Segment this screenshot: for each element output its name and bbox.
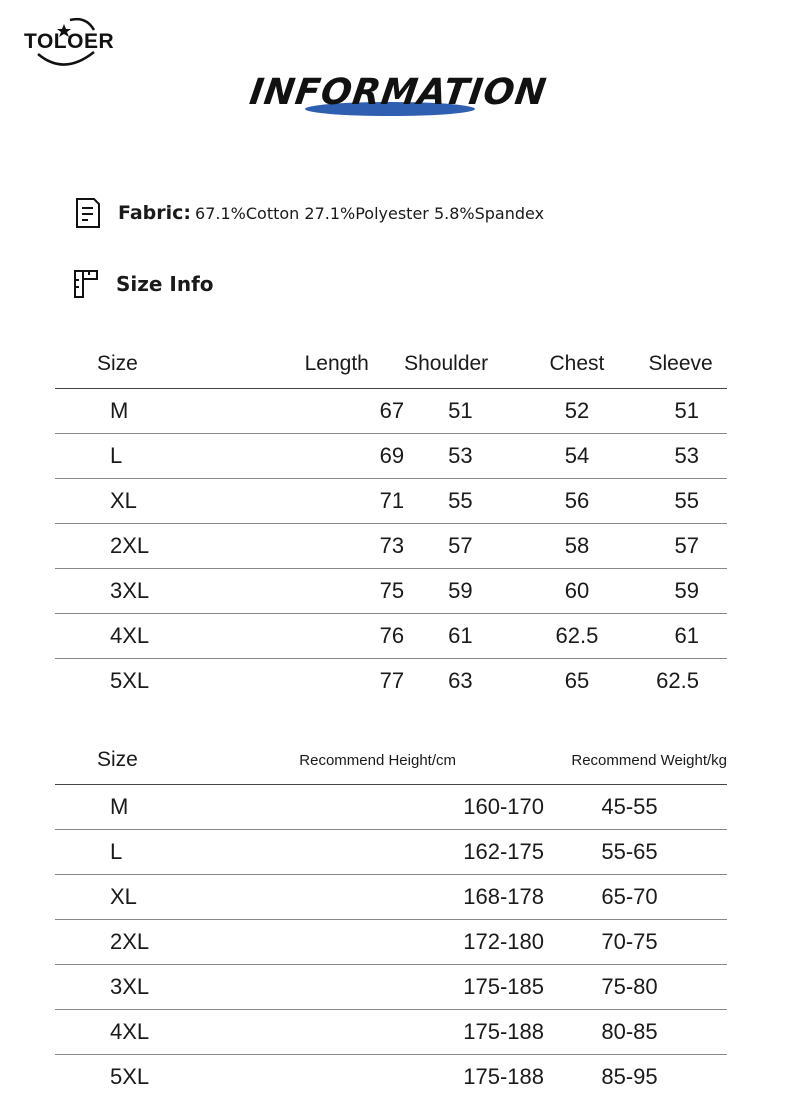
table-row xyxy=(55,1055,727,1100)
title-block xyxy=(247,70,550,125)
table-cell: 76 xyxy=(175,614,404,659)
header-weight: Recommend Weight/kg xyxy=(571,751,727,769)
table-cell: 59 xyxy=(404,569,520,614)
table-cell: 59 xyxy=(634,569,727,614)
table-cell: 54 xyxy=(520,434,634,479)
table-cell: 75-80 xyxy=(571,965,727,1010)
header-size: Size xyxy=(97,748,138,771)
table-cell: L xyxy=(55,830,179,875)
table-cell: 4XL xyxy=(55,1010,179,1055)
table-cell: 53 xyxy=(634,434,727,479)
header-height: Recommend Height/cm xyxy=(299,751,456,769)
table-row xyxy=(55,479,727,524)
table-cell: 56 xyxy=(520,479,634,524)
header-chest: Chest xyxy=(549,352,605,375)
table-row xyxy=(55,524,727,569)
header-sleeve: Sleeve xyxy=(648,352,713,375)
table-row xyxy=(55,875,727,920)
table-cell: 62.5 xyxy=(634,659,727,704)
size-info-row xyxy=(72,268,214,300)
table-row xyxy=(55,830,727,875)
table-cell: 45-55 xyxy=(571,785,727,830)
header-size: Size xyxy=(97,352,138,375)
table-cell: 5XL xyxy=(55,1055,179,1100)
table-cell: 57 xyxy=(404,524,520,569)
table-cell: 61 xyxy=(404,614,520,659)
table-cell: 51 xyxy=(634,389,727,434)
table-cell: 61 xyxy=(634,614,727,659)
table-cell: 51 xyxy=(404,389,520,434)
table-cell: 65 xyxy=(520,659,634,704)
table-cell: XL xyxy=(55,875,179,920)
table-row xyxy=(55,920,727,965)
table-cell: 55 xyxy=(404,479,520,524)
table-cell: 55 xyxy=(634,479,727,524)
table-cell: 160-170 xyxy=(179,785,571,830)
ruler-icon xyxy=(72,268,100,300)
table-cell: 75 xyxy=(175,569,404,614)
fabric-row xyxy=(74,197,544,229)
table-cell: M xyxy=(55,785,179,830)
table-cell: 4XL xyxy=(55,614,175,659)
table-cell: 175-185 xyxy=(179,965,571,1010)
table-row xyxy=(55,434,727,479)
table-cell: 62.5 xyxy=(520,614,634,659)
table-cell: 2XL xyxy=(55,524,175,569)
table-cell: 172-180 xyxy=(179,920,571,965)
table-row xyxy=(55,785,727,830)
table-cell: 168-178 xyxy=(179,875,571,920)
table-cell: 52 xyxy=(520,389,634,434)
brand-logo xyxy=(24,14,124,70)
table-cell: 67 xyxy=(175,389,404,434)
document-icon xyxy=(74,197,102,229)
size-info-label: Size Info xyxy=(116,272,214,296)
table-cell: 3XL xyxy=(55,965,179,1010)
table-row xyxy=(55,389,727,434)
table-cell: 53 xyxy=(404,434,520,479)
table-cell: 175-188 xyxy=(179,1055,571,1100)
page-title: INFORMATION xyxy=(247,72,550,113)
table-row xyxy=(55,614,727,659)
table-cell: 65-70 xyxy=(571,875,727,920)
table-cell: M xyxy=(55,389,175,434)
table-cell: 63 xyxy=(404,659,520,704)
table-cell: 57 xyxy=(634,524,727,569)
table-cell: 162-175 xyxy=(179,830,571,875)
table-row xyxy=(55,965,727,1010)
table-cell: XL xyxy=(55,479,175,524)
table-cell: 73 xyxy=(175,524,404,569)
table-cell: 85-95 xyxy=(571,1055,727,1100)
table-cell: 58 xyxy=(520,524,634,569)
fabric-label: Fabric: xyxy=(118,202,192,224)
table-cell: 70-75 xyxy=(571,920,727,965)
table-cell: 2XL xyxy=(55,920,179,965)
size-table xyxy=(55,340,727,703)
recommend-table-header xyxy=(55,736,727,785)
logo-text: TOLOER xyxy=(24,30,115,53)
table-row xyxy=(55,569,727,614)
table-cell: 71 xyxy=(175,479,404,524)
table-cell: L xyxy=(55,434,175,479)
table-row xyxy=(55,1010,727,1055)
recommend-table xyxy=(55,736,727,1099)
table-cell: 5XL xyxy=(55,659,175,704)
header-shoulder: Shoulder xyxy=(404,352,489,375)
size-table-header xyxy=(55,340,727,389)
table-cell: 3XL xyxy=(55,569,175,614)
table-cell: 69 xyxy=(175,434,404,479)
table-cell: 55-65 xyxy=(571,830,727,875)
fabric-value: 67.1%Cotton 27.1%Polyester 5.8%Spandex xyxy=(195,203,545,223)
table-cell: 60 xyxy=(520,569,634,614)
header-length: Length xyxy=(304,352,369,375)
table-cell: 80-85 xyxy=(571,1010,727,1055)
table-cell: 175-188 xyxy=(179,1010,571,1055)
table-row xyxy=(55,659,727,704)
table-cell: 77 xyxy=(175,659,404,704)
